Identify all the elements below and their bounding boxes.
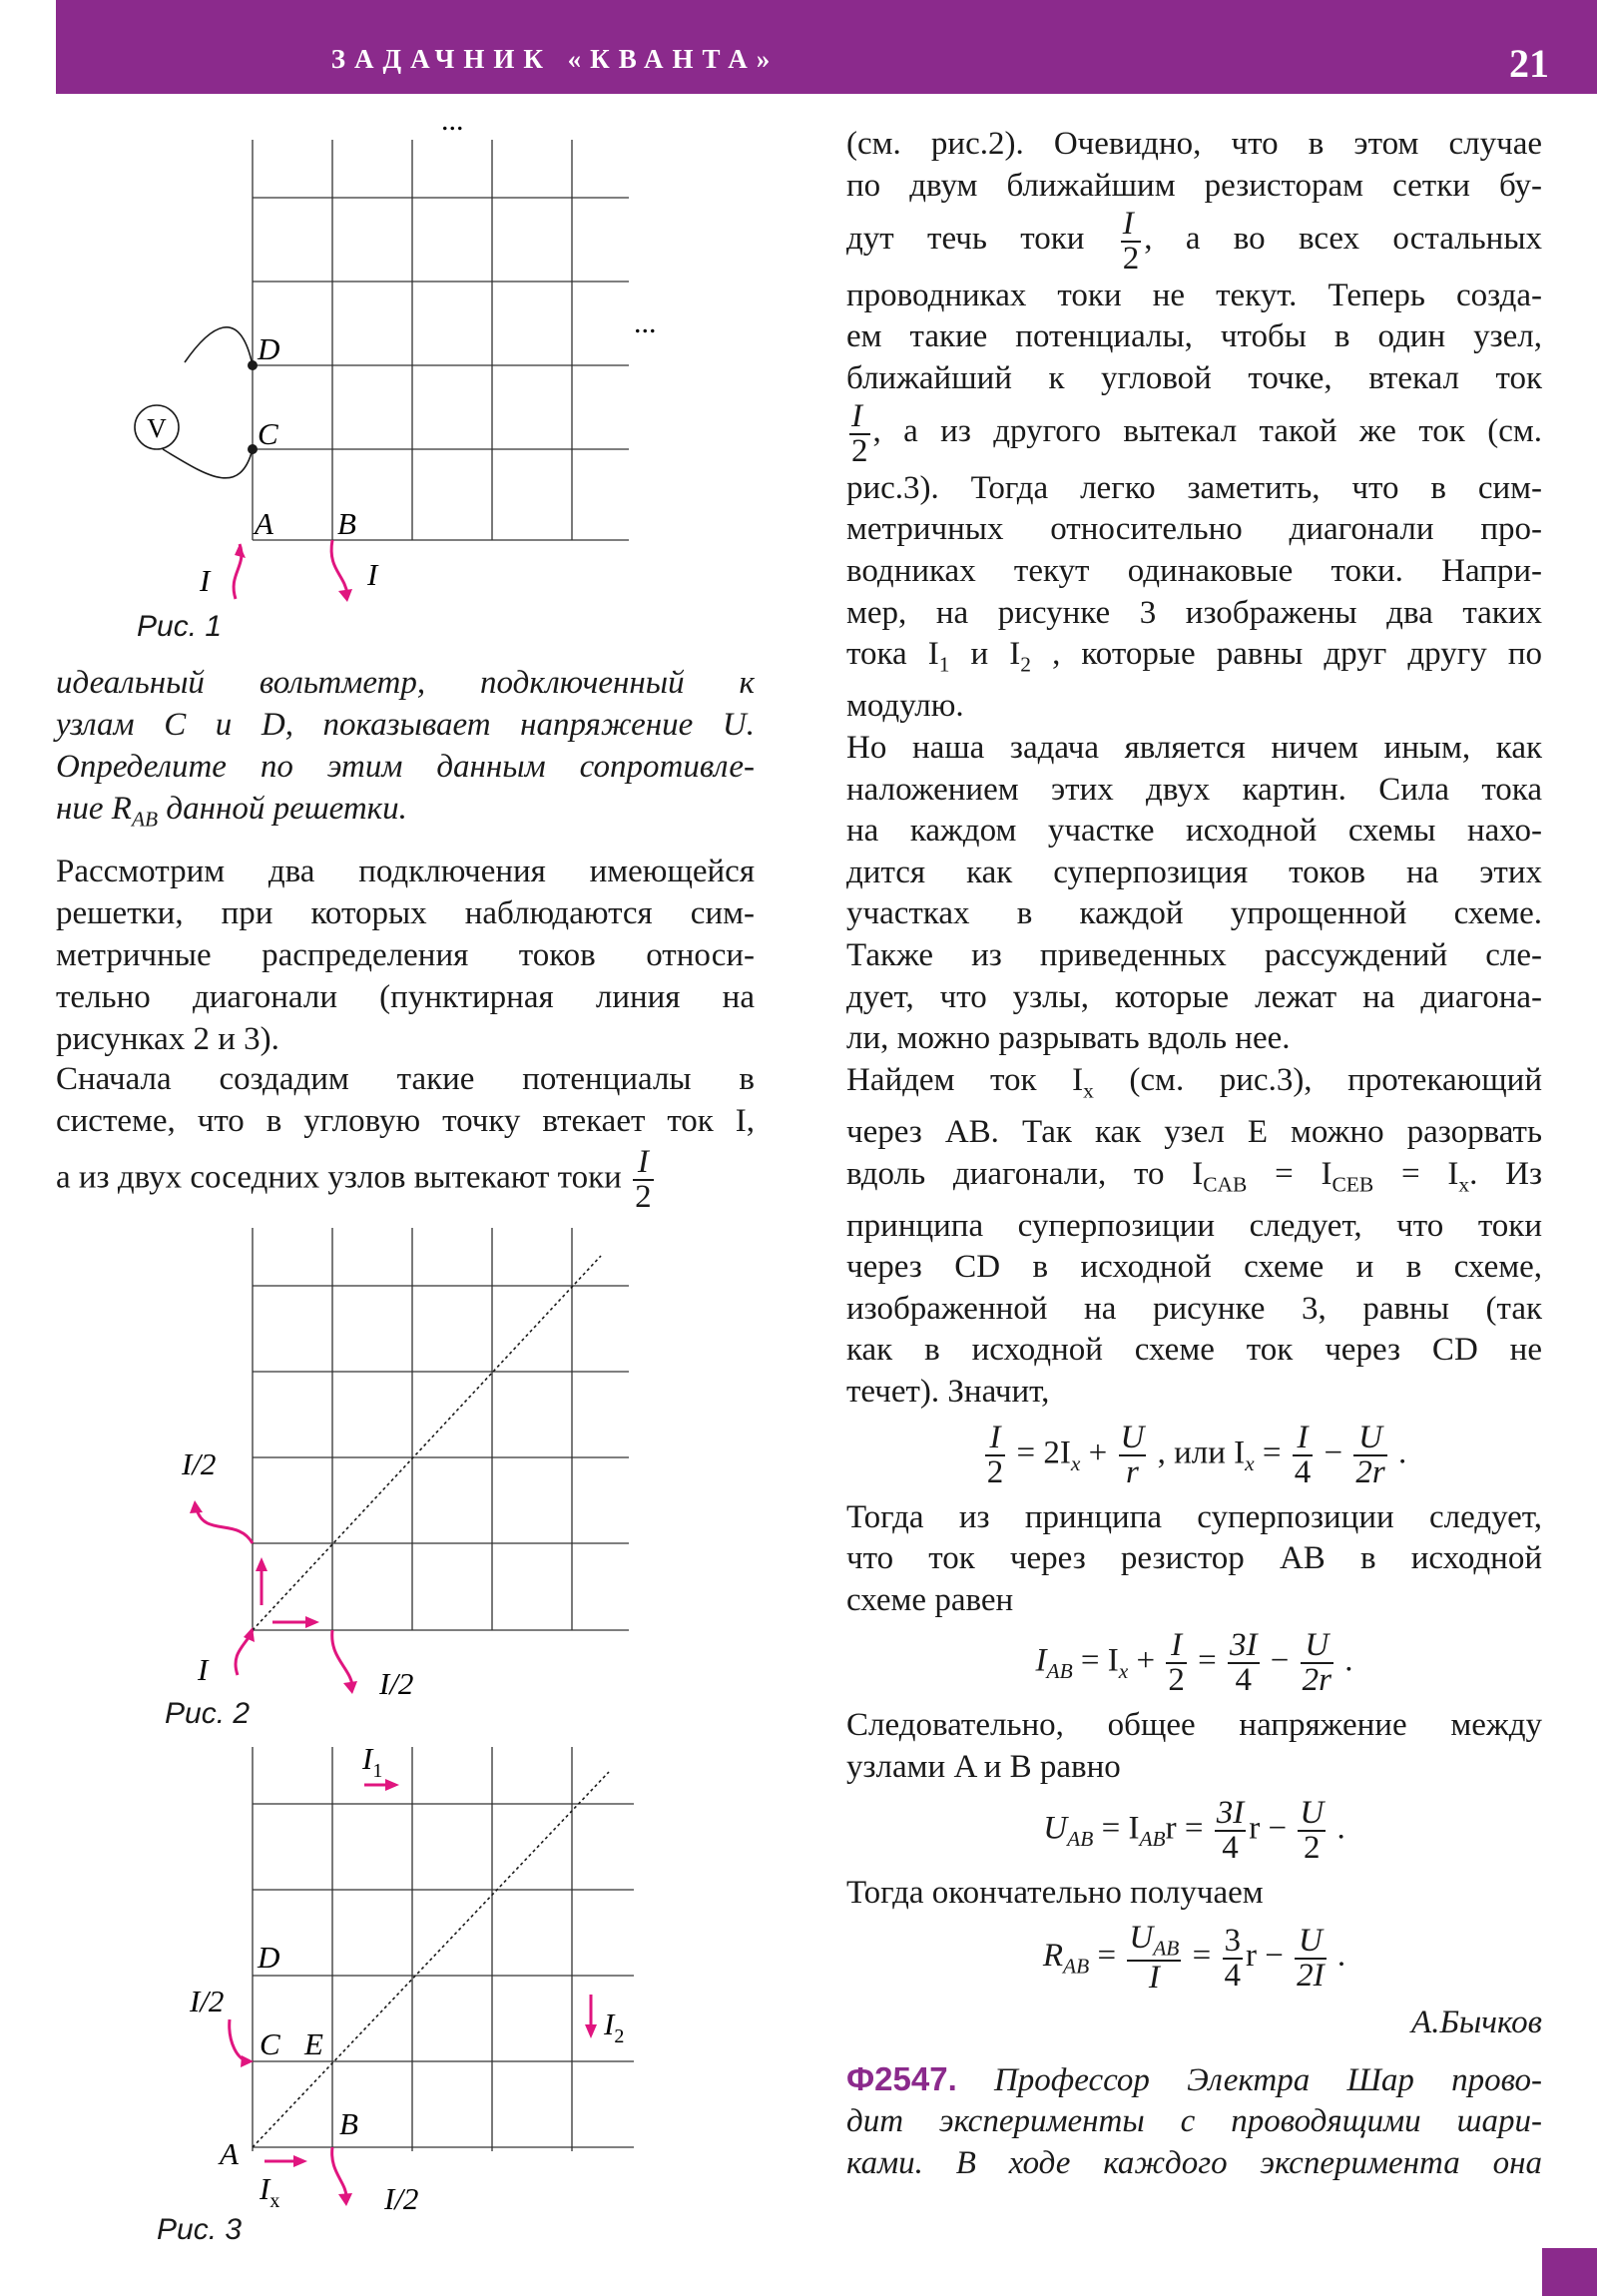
text-line: тока $I_1$ и $I_2$ , которые равны друг другу по xyxy=(846,636,1543,677)
fraction: $\frac{I}{2}$ xyxy=(851,397,868,469)
text-line: Тогда окончательно получаем xyxy=(846,1874,1264,1911)
text-line: рис.3). Тогда легко заметить, что в сим- xyxy=(846,469,1542,506)
text-line: Сначала создадим такие потенциалы в xyxy=(56,1061,755,1097)
text-line: дится как суперпозиция токов на этих xyxy=(846,854,1542,890)
label-i-half-out: I/2 xyxy=(384,2181,419,2216)
text-line: водниках текут одинаковые токи. Напри- xyxy=(846,553,1542,589)
figure-3 xyxy=(150,1742,649,2261)
text-line: (см. рис.2). Очевидно, что в этом случае xyxy=(846,126,1542,162)
label-i-half-out: I/2 xyxy=(379,1666,414,1701)
next-task xyxy=(846,2058,1542,2185)
current-i2-arrow xyxy=(585,2024,597,2038)
text-line: $\frac{I}{2}$ , а из другого вытекал такой же ток (см. xyxy=(851,397,1542,469)
label-d: D xyxy=(258,1940,280,1975)
text-line: дует, что узлы, которые лежат на диагона- xyxy=(846,978,1542,1015)
task-ending xyxy=(56,662,755,841)
current-out-label: I xyxy=(367,557,378,592)
current-out-arrow xyxy=(331,540,347,594)
voltmeter-wire-d xyxy=(185,327,253,365)
diagonal-dotted-line xyxy=(253,1772,609,2147)
right-column xyxy=(846,124,1542,2185)
label-c: C xyxy=(258,416,278,451)
task-line: ние $R_{AB}$ данной решетки. xyxy=(56,791,407,832)
text-line: а из двух соседних узлов вытекают токи $\frac{I}{2}$ xyxy=(56,1144,652,1215)
equation-4: $R_{AB}$ = $\frac{U_{AB}}{I}$ = $\frac{3}{4}$ r − $\frac{U}{2I}$ . xyxy=(1042,1920,1346,1997)
text-line: мер, на рисунке 3 изображены два таких xyxy=(846,594,1542,631)
text-line: вдоль диагонали, то $I_{CAB} = I_{CEB} = I_x$. Из xyxy=(846,1155,1542,1197)
text-line: узлами A и B равно xyxy=(846,1749,1121,1786)
label-i2: $I_2$ xyxy=(604,2007,625,2047)
page-number: 21 xyxy=(1509,41,1549,86)
text-line: через CD в исходной схеме и в схеме, xyxy=(846,1249,1542,1286)
text-line: на каждом участке исходной схемы нахо- xyxy=(846,813,1542,850)
solution-paragraph-2 xyxy=(56,1058,755,1214)
corner-tab xyxy=(1542,2248,1597,2296)
current-out-arrow xyxy=(332,1630,352,1685)
text-line: тельно диагонали (пунктирная линия на xyxy=(56,979,755,1015)
label-i1: $I_1$ xyxy=(362,1742,383,1782)
text-line: как в исходной схеме ток через CD не xyxy=(846,1332,1542,1369)
equation-1: $\frac{I}{2}$ = $2I_x$ + $\frac{U}{r}$ , или $I_x$ = $\frac{I}{4}$ − $\frac{U}{2r}$ . xyxy=(986,1419,1407,1490)
text-line: изображенной на рисунке 3, равны (так xyxy=(846,1290,1542,1327)
equation-2: $I_{AB} = I_x$ + $\frac{I}{2}$ = $\frac{3I}{4}$ − $\frac{U}{2r}$ . xyxy=(1035,1627,1353,1699)
dots-right: ... xyxy=(634,306,657,339)
text-line: наложением этих двух картин. Сила тока xyxy=(846,771,1542,808)
journal-title: ЗАДАЧНИК «КВАНТА» xyxy=(330,44,780,74)
fraction-i-half: $\frac{I}{2}$ xyxy=(635,1144,652,1215)
label-c: C xyxy=(260,2026,280,2061)
task-number: Ф2547. xyxy=(846,2059,957,2097)
label-b: B xyxy=(337,506,356,541)
fig1-grid xyxy=(253,140,629,540)
current-out-b-arrow xyxy=(332,2147,346,2196)
text-line: ближайший к угловой точке, втекал ток xyxy=(846,359,1542,396)
fraction: $\frac{I}{2}$ xyxy=(1122,205,1140,277)
text-line: модулю. xyxy=(846,688,964,725)
text-line: Тогда из принципа суперпозиции следует, xyxy=(846,1498,1542,1535)
text-line: системе, что в угловую точку втекает ток I, xyxy=(56,1103,755,1139)
label-i-half-left: I/2 xyxy=(182,1446,217,1481)
task-line: Определите по этим данным сопротивле- xyxy=(56,749,755,785)
figure-1 xyxy=(120,105,659,664)
task-line: идеальный вольтметр, подключенный к xyxy=(56,665,755,701)
label-d: D xyxy=(258,331,280,366)
text-line: метричных относительно диагонали про- xyxy=(846,511,1542,548)
diagonal-dotted-line xyxy=(253,1256,601,1630)
author-signature: А.Бычков xyxy=(1411,2005,1542,2041)
figure-2 xyxy=(170,1228,649,1747)
dots-top: ... xyxy=(441,105,464,137)
text-line: Следовательно, общее напряжение между xyxy=(846,1707,1542,1744)
label-b: B xyxy=(339,2106,358,2141)
text-line: ем такие потенциалы, чтобы в один узел, xyxy=(846,318,1542,355)
label-ix: $I_x$ xyxy=(260,2171,280,2212)
label-a: A xyxy=(255,506,273,541)
text-line: Но наша задача является ничем иным, как xyxy=(846,729,1542,766)
current-in-label: I xyxy=(200,563,211,598)
figure-3-caption: Рис. 3 xyxy=(157,2213,243,2246)
equation-3: $U_{AB} = I_{AB}r$ = $\frac{3I}{4}$ r − $\frac{U}{2}$ . xyxy=(1043,1794,1345,1866)
running-header xyxy=(56,0,1597,94)
text-line: рисунках 2 и 3). xyxy=(56,1021,279,1057)
text-line: Рассмотрим два подключения имеющейся xyxy=(56,854,755,889)
voltmeter-wire-c xyxy=(163,449,253,478)
text-line: ли, можно разрывать вдоль нее. xyxy=(846,1020,1291,1057)
current-i1-arrow xyxy=(385,1779,399,1791)
current-in-c-arrow xyxy=(230,2019,250,2061)
text-line: Также из приведенных рассуждений сле- xyxy=(846,936,1542,973)
current-out-left-arrow xyxy=(197,1509,253,1543)
current-right-arrow xyxy=(305,1616,319,1628)
label-e: E xyxy=(304,2026,323,2061)
text-line: Найдем ток $I_x$ (см. рис.3), протекающий xyxy=(846,1061,1542,1103)
fig2-grid xyxy=(253,1228,629,1630)
text-line: дит эксперименты с проводящими шари- xyxy=(846,2103,1542,2140)
current-ix-arrow xyxy=(293,2155,307,2167)
fig3-grid xyxy=(253,1747,634,2151)
label-a: A xyxy=(220,2136,239,2171)
text-line: проводниках токи не текут. Теперь созда- xyxy=(846,277,1542,313)
text-line: течет). Значит, xyxy=(846,1374,1050,1411)
figure-2-caption: Рис. 2 xyxy=(165,1697,251,1730)
text-line: через AB. Так как узел E можно разорвать xyxy=(846,1113,1542,1150)
current-up-arrow xyxy=(256,1557,267,1571)
text-line: ками. В ходе каждого эксперимента она xyxy=(846,2145,1542,2182)
figure-1-caption: Рис. 1 xyxy=(137,610,223,643)
voltmeter-label: V xyxy=(147,413,167,443)
text-line: что ток через резистор AB в исходной xyxy=(846,1540,1542,1577)
text-line: метричные распределения токов относи- xyxy=(56,937,755,973)
text-line: участках в каждой упрощенной схеме. xyxy=(846,895,1542,932)
solution-paragraph-1 xyxy=(56,851,755,1060)
label-i-half-left: I/2 xyxy=(190,1984,225,2018)
text-line: дут течь токи $\frac{I}{2}$ , а во всех остальных xyxy=(846,205,1543,277)
text-line: принципа суперпозиции следует, что токи xyxy=(846,1207,1542,1244)
text-line: Ф2547. Профессор Электра Шар прово- xyxy=(846,2059,1542,2098)
current-in-label: I xyxy=(198,1652,209,1687)
text-line: решетки, при которых наблюдаются сим- xyxy=(56,895,755,931)
text-line: по двум ближайшим резисторам сетки бу- xyxy=(846,167,1542,204)
text-line: схеме равен xyxy=(846,1581,1014,1618)
task-line: узлам C и D, показывает напряжение U. xyxy=(56,707,755,743)
